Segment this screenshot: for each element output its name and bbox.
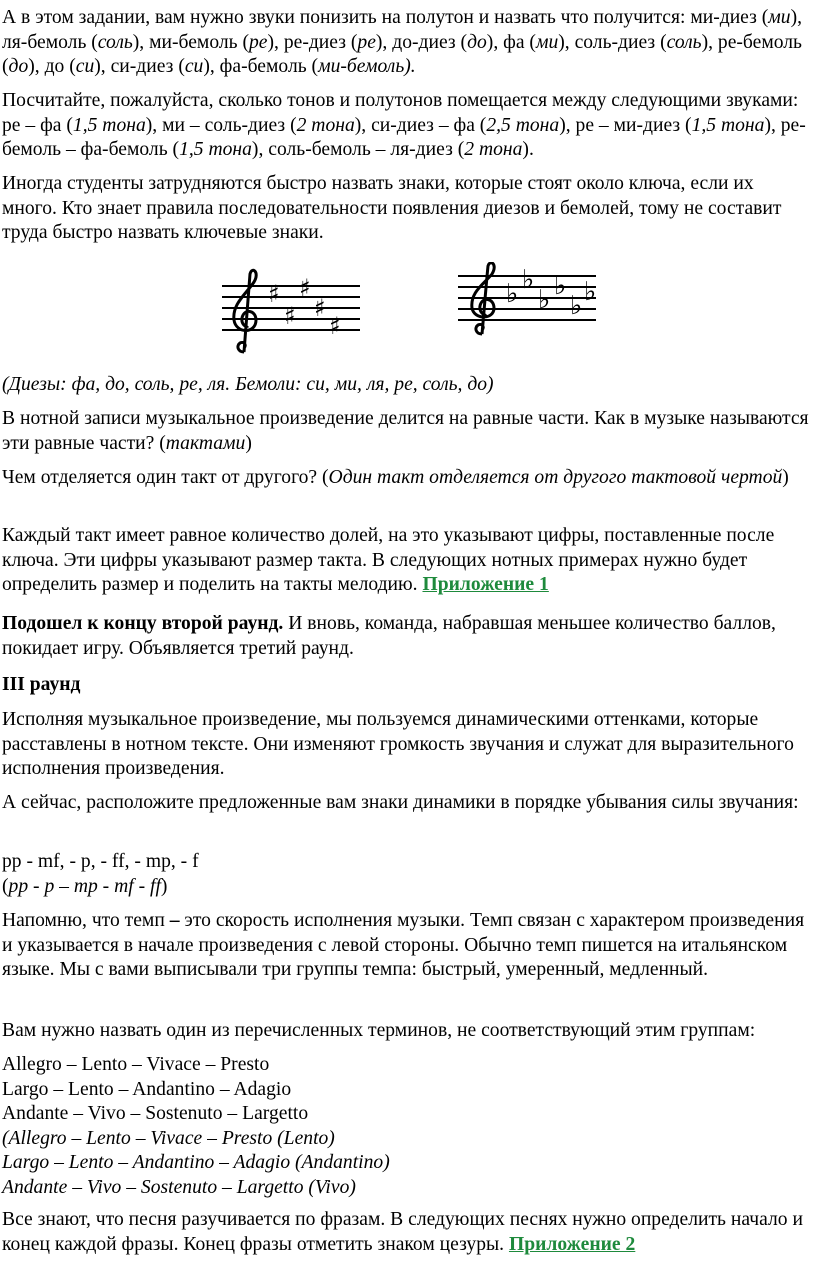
list-item-answer: Largo – Lento – Andantino – Adagio (Andantino)	[2, 1152, 390, 1173]
paragraph-tempo-intro	[2, 909, 812, 983]
text: А в этом задании, вам нужно звуки понизить на полутон и назвать что получится: ми-диез (	[2, 7, 769, 28]
answer: си	[75, 56, 95, 77]
text: ), до-диез (	[375, 31, 468, 53]
answer: 1,5 тона	[72, 114, 146, 136]
paragraph-tones-task	[2, 89, 812, 163]
answer: тактами	[165, 432, 246, 454]
text: ), ре-бемоль – фа-бемоль (	[2, 114, 806, 160]
text: ), соль-бемоль – ля-диез (	[251, 139, 465, 160]
text: Каждый такт имеет равное количество долей, на это указывают цифры, поставленные после ключа. Эти цифры указывают размер такта. В следующих нотных примерах нужно будет определить размер и поделить на такты мелодию.	[2, 525, 775, 595]
paragraph-measures-question	[2, 407, 812, 456]
text: ), ре-диез (	[267, 31, 358, 53]
text: ), си-диез (	[94, 56, 185, 77]
paragraph-phrases-task	[2, 1208, 812, 1257]
list-item: Andante – Vivo – Sostenuto – Largetto	[2, 1103, 309, 1124]
answer: соль	[97, 31, 133, 53]
answer: соль	[666, 31, 702, 53]
answer: 2,5 тона	[486, 114, 560, 136]
paragraph-sharps-flats-answer	[2, 373, 812, 398]
svg-text:♭: ♭	[584, 277, 597, 307]
answer: (Диезы: фа, до, соль, ре, ля. Бемоли: си, ми, ля, ре, соль, до)	[2, 374, 494, 395]
text: Напомню, что темп	[2, 910, 170, 931]
text: )	[782, 467, 789, 488]
paragraph-tempo-task: Вам нужно назвать один из перечисленных терминов, не соответствующий этим группам:	[2, 1020, 756, 1041]
text: ), ре-бемоль (	[2, 31, 802, 77]
text: ), си-диез – фа (	[354, 114, 487, 136]
text: ), ми – соль-диез (	[145, 114, 297, 136]
list-item-answer: Andante – Vivo – Sostenuto – Largetto (Vivo)	[2, 1176, 356, 1198]
text: Чем отделяется один такт от другого? (	[2, 467, 329, 488]
text: Посчитайте, пожалуйста, сколько тонов и полутонов помещается между следующими звуками: ре – фа (	[2, 90, 799, 136]
svg-text:♯: ♯	[329, 312, 341, 340]
text: ), фа (	[486, 31, 536, 53]
answer: ми-бемоль).	[318, 56, 416, 77]
answer: си	[184, 56, 204, 77]
bold-text: –	[169, 910, 180, 931]
paragraph-semitone-task	[2, 6, 812, 80]
answer: 1,5 тона	[179, 139, 252, 160]
svg-text:♭: ♭	[522, 265, 535, 295]
round-three-heading	[2, 673, 812, 698]
text: ), ля-бемоль (	[2, 7, 803, 53]
svg-text:♭: ♭	[538, 285, 551, 315]
answer: ми	[535, 31, 559, 53]
text: )	[245, 432, 252, 454]
text: Все знают, что песня разучивается по фразам. В следующих песнях нужно определить начало и конец каждой фразы. Конец фразы отметить знаком цезуры.	[2, 1209, 803, 1255]
text: В нотной записи музыкальное произведение делится на равные части. Как в музыке называются эти равные части? (	[2, 408, 809, 454]
answer: 2 тона	[296, 114, 355, 136]
list-item: Largo – Lento – Andantino – Adagio	[2, 1078, 292, 1100]
answer: ре	[249, 31, 268, 53]
text: ), фа-бемоль (	[203, 56, 319, 77]
text: )	[160, 875, 168, 897]
answer: Один такт отделяется от другого тактовой чертой	[328, 467, 783, 488]
text: ).	[522, 139, 534, 160]
bold-text: Подошел к концу второй раунд.	[2, 613, 284, 634]
svg-text:♯: ♯	[299, 274, 311, 302]
svg-text:♭: ♭	[554, 271, 567, 301]
paragraph-time-signature	[2, 524, 812, 598]
text: ), до (	[28, 56, 76, 77]
svg-text:♯: ♯	[284, 302, 296, 330]
paragraph-dynamics-marks	[2, 850, 812, 899]
treble-clef-with-five-sharps-icon	[222, 268, 362, 354]
paragraph-dynamics-task: А сейчас, расположите предложенные вам знаки динамики в порядке убывания силы звучания:	[2, 792, 799, 813]
text: ), соль-диез (	[558, 31, 667, 53]
svg-text:♯: ♯	[268, 280, 280, 308]
paragraph-round-two-end	[2, 612, 812, 661]
answer: 1,5 тона	[691, 114, 765, 136]
text: (	[2, 875, 9, 897]
answer: 2 тона	[464, 139, 523, 160]
list-item: Allegro – Lento – Vivace – Presto	[2, 1054, 270, 1075]
paragraph-dynamics-intro: Исполняя музыкальное произведение, мы пользуемся динамическими оттенками, которые расставлены в нотном тексте. Они изменяют громкость звучания и служат для выразительного исполнения произведения.	[2, 709, 794, 779]
text: ), ре – ми-диез (	[559, 114, 692, 136]
list-item-answer: (Allegro – Lento – Vivace – Presto (Lento)	[2, 1127, 335, 1149]
answer: до	[467, 31, 487, 53]
svg-text:♭: ♭	[506, 279, 519, 309]
treble-clef-with-six-flats-icon	[458, 262, 598, 338]
appendix-1-link[interactable]: Приложение 1	[422, 574, 549, 595]
text: pp - mf, - p, - ff, - mp, - f	[2, 851, 199, 872]
appendix-2-link[interactable]: Приложение 2	[508, 1233, 636, 1255]
answer: до	[8, 56, 29, 77]
text: это скорость исполнения музыки. Темп связан с характером произведения и указывается в начале произведения с левой стороны. Обычно темп пишется на итальянском языке. Мы с вами выписывали три группы темпа: быстрый, умеренный, медленный.	[2, 910, 805, 980]
paragraph-barline-question	[2, 466, 812, 491]
answer: pp - p – mp - mf - ff	[8, 875, 161, 897]
text: ), ми-бемоль (	[132, 31, 249, 53]
heading-text: III раунд	[2, 674, 81, 695]
text: И вновь, команда, набравшая меньшее количество баллов, покидает игру. Объявляется третий раунд.	[2, 613, 776, 659]
paragraph-key-signatures: Иногда студенты затрудняются быстро назвать знаки, которые стоят около ключа, если их много. Кто знает правила последовательности появления диезов и бемолей, тому не составит труда быстро назвать ключевые знаки.	[2, 173, 782, 243]
tempo-terms-list	[2, 1053, 812, 1200]
answer: ре	[357, 31, 376, 53]
svg-text:♯: ♯	[314, 294, 326, 322]
answer: ми	[768, 7, 791, 28]
svg-text:♭: ♭	[570, 291, 583, 321]
